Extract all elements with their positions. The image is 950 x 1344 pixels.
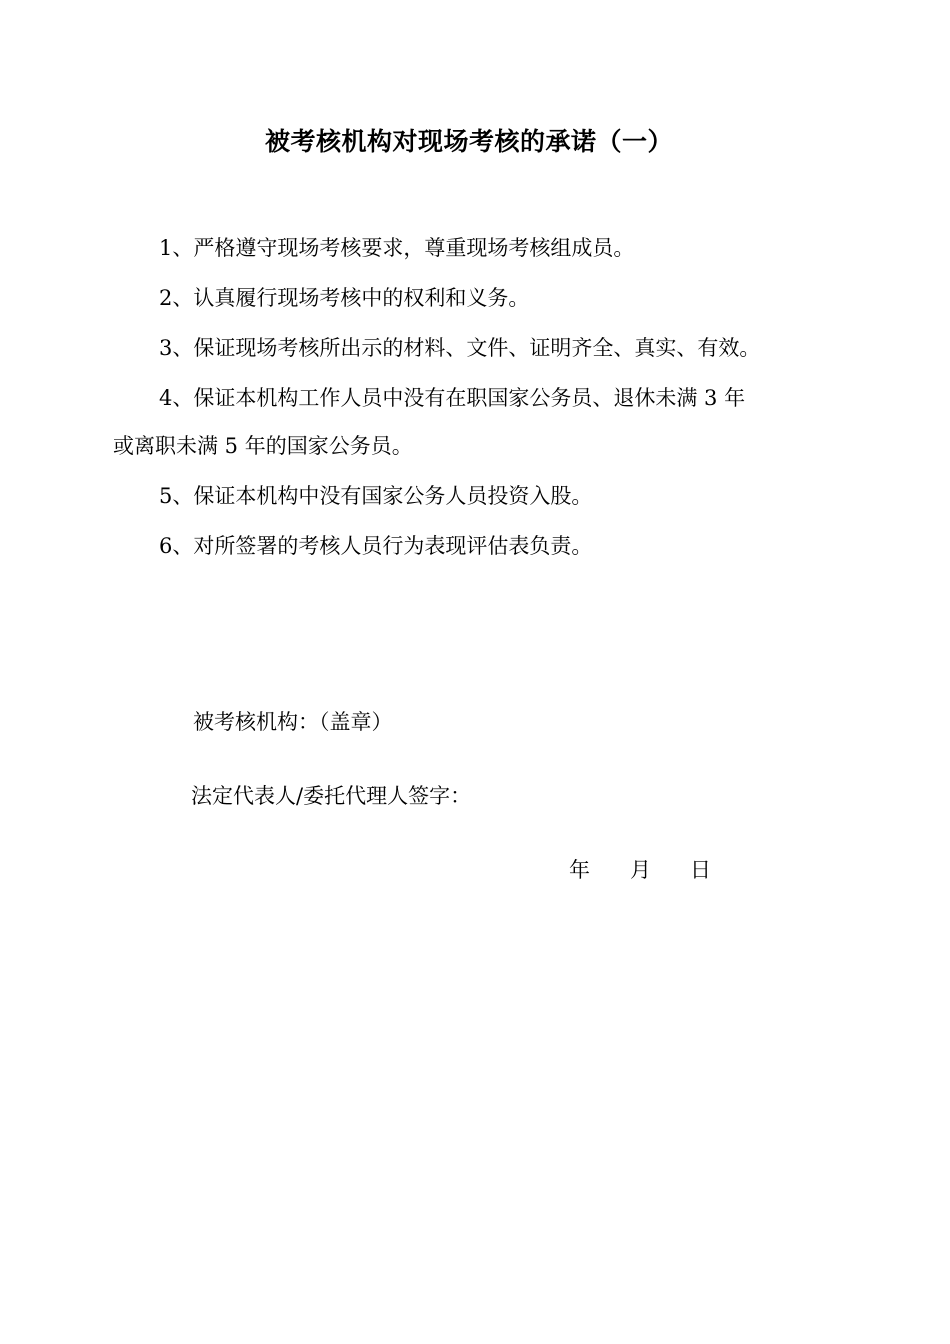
commitment-item-4: 4、保证本机构工作人员中没有在职国家公务员、退休未满 3 年 xyxy=(159,386,746,410)
commitment-item-6: 6、对所签署的考核人员行为表现评估表负责。 xyxy=(159,534,593,558)
commitment-item-2: 2、认真履行现场考核中的权利和义务。 xyxy=(159,286,530,310)
commitment-item-3: 3、保证现场考核所出示的材料、文件、证明齐全、真实、有效。 xyxy=(159,336,761,360)
organization-seal-label: 被考核机构：（盖章） xyxy=(193,710,393,734)
date-month-label: 月 xyxy=(630,858,651,882)
commitment-item-5: 5、保证本机构中没有国家公务人员投资入股。 xyxy=(159,484,593,508)
commitment-item-4-continued: 或离职未满 5 年的国家公务员。 xyxy=(113,434,413,458)
representative-signature-label: 法定代表人/委托代理人签字： xyxy=(191,784,472,808)
document-title: 被考核机构对现场考核的承诺（一） xyxy=(264,127,673,156)
date-day-label: 日 xyxy=(690,858,711,882)
commitment-item-1: 1、严格遵守现场考核要求，尊重现场考核组成员。 xyxy=(159,236,635,260)
date-year-label: 年 xyxy=(569,858,590,882)
